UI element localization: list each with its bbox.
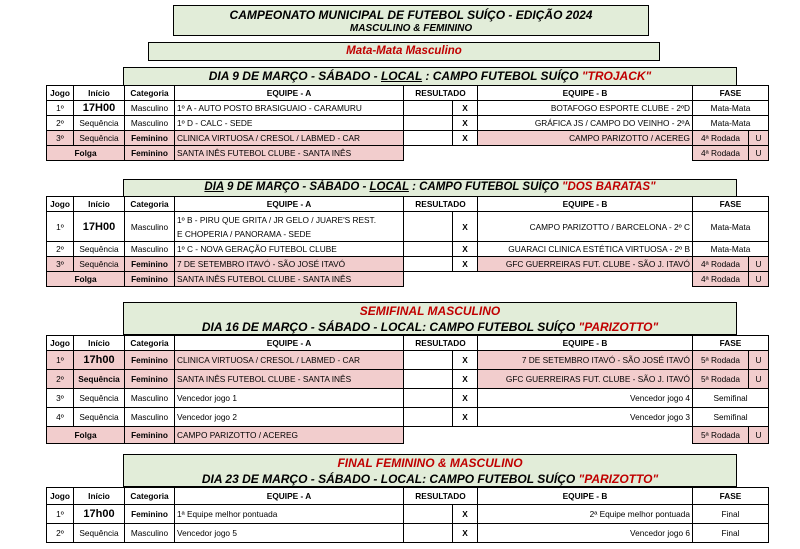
- score-a-cell: [404, 116, 453, 131]
- section4-table: [46, 487, 769, 543]
- inicio-cell: Sequência: [74, 257, 125, 272]
- inicio-cell: Sequência: [74, 408, 125, 427]
- col-resultado: RESULTADO: [404, 197, 478, 212]
- col-equipe-b: EQUIPE - B: [478, 336, 693, 351]
- s4-phase-title: FINAL FEMININO & MASCULINO: [337, 456, 523, 470]
- s3-head-place: "PARIZOTTO": [578, 320, 659, 334]
- table-row: [47, 370, 769, 389]
- table-row: [47, 505, 769, 524]
- jogo-cell: 1º: [47, 212, 74, 242]
- categoria-cell: Feminino: [125, 257, 175, 272]
- x-mark: X: [453, 257, 478, 272]
- folga-team-cell: SANTA INÊS FUTEBOL CLUBE - SANTA INÊS: [175, 146, 404, 161]
- score-a-cell: [404, 242, 453, 257]
- col-equipe-b: EQUIPE - B: [478, 86, 693, 101]
- fase-cell: 5ª Rodada: [693, 427, 749, 444]
- fase-cell: 4ª Rodada: [693, 146, 749, 161]
- table-row: [47, 116, 769, 131]
- col-equipe-b: EQUIPE - B: [478, 197, 693, 212]
- categoria-cell: Masculino: [125, 101, 175, 116]
- s2-head-dia: DIA: [204, 181, 224, 193]
- x-mark: X: [453, 370, 478, 389]
- fase-cell: Semifinal: [693, 389, 769, 408]
- score-a-cell: [404, 212, 453, 242]
- jogo-cell: 1º: [47, 505, 74, 524]
- table-row: [47, 242, 769, 257]
- equipe-b-cell: GRÁFICA JS / CAMPO DO VEINHO - 2ºA: [478, 116, 693, 131]
- x-mark: X: [453, 212, 478, 242]
- table-header-row: [47, 488, 769, 505]
- s4-head-place: "PARIZOTTO": [578, 472, 659, 486]
- jogo-cell: 3º: [47, 389, 74, 408]
- col-resultado: RESULTADO: [404, 86, 478, 101]
- x-mark: X: [453, 242, 478, 257]
- equipe-a-cell: Vencedor jogo 1: [175, 389, 404, 408]
- col-categoria: Categoria: [125, 488, 175, 505]
- x-mark: X: [453, 408, 478, 427]
- equipe-a-line2: E CHOPERIA / PANORAMA - SEDE: [177, 228, 312, 239]
- table-row: [47, 131, 769, 146]
- folga-team-cell: SANTA INÊS FUTEBOL CLUBE - SANTA INÊS: [175, 272, 404, 287]
- inicio-cell: Sequência: [74, 131, 125, 146]
- categoria-cell: Masculino: [125, 524, 175, 543]
- col-jogo: Jogo: [47, 197, 74, 212]
- categoria-cell: Masculino: [125, 408, 175, 427]
- jogo-cell: 1º: [47, 351, 74, 370]
- table-header-row: [47, 86, 769, 101]
- s2-head-place: "DOS BARATAS": [562, 181, 656, 193]
- championship-title: [173, 5, 649, 36]
- fase-cell: 4ª Rodada: [693, 257, 749, 272]
- s1-head-date: DIA 9 DE MARÇO - SÁBADO -: [208, 69, 381, 83]
- s3-head-text: DIA 16 DE MARÇO - SÁBADO - LOCAL: CAMPO FUTEBOL SUÍÇO: [201, 320, 579, 334]
- categoria-cell: Feminino: [125, 370, 175, 389]
- folga-label: Folga: [47, 427, 125, 444]
- fase-cell: 5ª Rodada: [693, 351, 749, 370]
- group-cell: U: [749, 370, 769, 389]
- x-mark: X: [453, 389, 478, 408]
- equipe-a-cell: SANTA INÊS FUTEBOL CLUBE - SANTA INÊS: [175, 370, 404, 389]
- equipe-b-cell: GFC GUERREIRAS FUT. CLUBE - SÃO J. ITAVÓ: [478, 370, 693, 389]
- folga-row: [47, 272, 769, 287]
- table-row: [47, 257, 769, 272]
- fase-cell: Semifinal: [693, 408, 769, 427]
- col-inicio: Início: [74, 336, 125, 351]
- equipe-b-cell: GFC GUERREIRAS FUT. CLUBE - SÃO J. ITAVÓ: [478, 257, 693, 272]
- categoria-cell: Feminino: [125, 351, 175, 370]
- equipe-a-cell: 7 DE SETEMBRO ITAVÓ - SÃO JOSÉ ITAVÓ: [175, 257, 404, 272]
- score-a-cell: [404, 351, 453, 370]
- section4-header: [123, 454, 737, 487]
- equipe-b-cell: GUARACI CLINICA ESTÉTICA VIRTUOSA - 2º B: [478, 242, 693, 257]
- section3-table: [46, 335, 769, 444]
- col-categoria: Categoria: [125, 336, 175, 351]
- score-a-cell: [404, 389, 453, 408]
- categoria-cell: Feminino: [125, 505, 175, 524]
- inicio-cell: 17H00: [74, 101, 125, 116]
- categoria-cell: Masculino: [125, 212, 175, 242]
- championship-title-line1: CAMPEONATO MUNICIPAL DE FUTEBOL SUÍÇO - EDIÇÃO 2024: [229, 8, 593, 22]
- x-mark: X: [453, 131, 478, 146]
- equipe-a-cell: 1º A - AUTO POSTO BRASIGUAIO - CARAMURU: [175, 101, 404, 116]
- jogo-cell: 2º: [47, 370, 74, 389]
- section2-table: [46, 196, 769, 287]
- section2-header: [123, 179, 737, 197]
- x-mark: X: [453, 116, 478, 131]
- equipe-a-cell: [175, 212, 404, 242]
- equipe-b-cell: BOTAFOGO ESPORTE CLUBE - 2ºD: [478, 101, 693, 116]
- equipe-b-cell: Vencedor jogo 3: [478, 408, 693, 427]
- section1-table: [46, 85, 769, 161]
- score-a-cell: [404, 408, 453, 427]
- group-cell: U: [749, 272, 769, 287]
- equipe-a-line1: 1º B - PIRU QUE GRITA / JR GELO / JUARE'S REST.: [177, 214, 377, 225]
- folga-row: [47, 146, 769, 161]
- x-mark: X: [453, 101, 478, 116]
- phase-title-mata-mata: Mata-Mata Masculino: [148, 42, 660, 61]
- jogo-cell: 2º: [47, 524, 74, 543]
- fase-cell: Final: [693, 524, 769, 543]
- categoria-cell: Feminino: [125, 427, 175, 444]
- col-inicio: Início: [74, 197, 125, 212]
- group-cell: U: [749, 146, 769, 161]
- jogo-cell: 1º: [47, 101, 74, 116]
- x-mark: X: [453, 524, 478, 543]
- folga-label: Folga: [47, 272, 125, 287]
- score-a-cell: [404, 101, 453, 116]
- table-header-row: [47, 197, 769, 212]
- table-row: [47, 389, 769, 408]
- col-inicio: Início: [74, 86, 125, 101]
- col-resultado: RESULTADO: [404, 488, 478, 505]
- jogo-cell: 4º: [47, 408, 74, 427]
- fase-cell: 4ª Rodada: [693, 272, 749, 287]
- inicio-cell: 17h00: [74, 351, 125, 370]
- fase-cell: Mata-Mata: [693, 101, 769, 116]
- jogo-cell: 3º: [47, 131, 74, 146]
- col-resultado: RESULTADO: [404, 336, 478, 351]
- equipe-a-cell: 1º D - CALC - SEDE: [175, 116, 404, 131]
- inicio-cell: Sequência: [74, 116, 125, 131]
- equipe-a-cell: CLINICA VIRTUOSA / CRESOL / LABMED - CAR: [175, 131, 404, 146]
- score-a-cell: [404, 131, 453, 146]
- jogo-cell: 2º: [47, 242, 74, 257]
- s3-phase-title: SEMIFINAL MASCULINO: [359, 304, 501, 318]
- jogo-cell: 2º: [47, 116, 74, 131]
- table-header-row: [47, 336, 769, 351]
- col-categoria: Categoria: [125, 86, 175, 101]
- s1-head-local: LOCAL: [380, 69, 423, 83]
- categoria-cell: Masculino: [125, 116, 175, 131]
- inicio-cell: Sequência: [74, 370, 125, 389]
- s1-head-venue: : CAMPO FUTEBOL SUÍÇO: [422, 69, 582, 83]
- col-equipe-a: EQUIPE - A: [175, 197, 404, 212]
- col-equipe-a: EQUIPE - A: [175, 336, 404, 351]
- fase-cell: 4ª Rodada: [693, 131, 749, 146]
- x-mark: X: [453, 505, 478, 524]
- col-inicio: Início: [74, 488, 125, 505]
- s4-head-text: DIA 23 DE MARÇO - SÁBADO - LOCAL: CAMPO FUTEBOL SUÍÇO: [201, 472, 579, 486]
- equipe-b-cell: 7 DE SETEMBRO ITAVÓ - SÃO JOSÉ ITAVÓ: [478, 351, 693, 370]
- table-row: [47, 101, 769, 116]
- equipe-a-cell: 1ª Equipe melhor pontuada: [175, 505, 404, 524]
- equipe-a-cell: CLINICA VIRTUOSA / CRESOL / LABMED - CAR: [175, 351, 404, 370]
- fase-cell: 5ª Rodada: [693, 370, 749, 389]
- col-fase: FASE: [693, 86, 769, 101]
- table-row: [47, 351, 769, 370]
- table-row: [47, 408, 769, 427]
- s2-head-local: LOCAL: [369, 181, 409, 193]
- group-cell: U: [749, 257, 769, 272]
- categoria-cell: Feminino: [125, 146, 175, 161]
- inicio-cell: Sequência: [74, 389, 125, 408]
- col-fase: FASE: [693, 488, 769, 505]
- championship-title-line2: MASCULINO & FEMININO: [349, 23, 473, 34]
- s2-head-venue: : CAMPO FUTEBOL SUÍÇO: [408, 181, 563, 193]
- col-jogo: Jogo: [47, 488, 74, 505]
- inicio-cell: 17h00: [74, 505, 125, 524]
- col-fase: FASE: [693, 197, 769, 212]
- x-mark: X: [453, 351, 478, 370]
- fase-cell: Final: [693, 505, 769, 524]
- s1-head-place: "TROJACK": [581, 69, 652, 83]
- inicio-cell: 17H00: [74, 212, 125, 242]
- inicio-cell: Sequência: [74, 524, 125, 543]
- equipe-b-cell: 2ª Equipe melhor pontuada: [478, 505, 693, 524]
- equipe-a-cell: Vencedor jogo 2: [175, 408, 404, 427]
- col-equipe-b: EQUIPE - B: [478, 488, 693, 505]
- col-categoria: Categoria: [125, 197, 175, 212]
- jogo-cell: 3º: [47, 257, 74, 272]
- group-cell: U: [749, 131, 769, 146]
- inicio-cell: Sequência: [74, 242, 125, 257]
- folga-row: [47, 427, 769, 444]
- group-cell: U: [749, 351, 769, 370]
- equipe-b-cell: Vencedor jogo 6: [478, 524, 693, 543]
- fase-cell: Mata-Mata: [693, 116, 769, 131]
- s2-head-date: 9 DE MARÇO - SÁBADO -: [223, 181, 370, 193]
- categoria-cell: Feminino: [125, 131, 175, 146]
- equipe-b-cell: Vencedor jogo 4: [478, 389, 693, 408]
- section1-header: [123, 67, 737, 86]
- equipe-b-cell: CAMPO PARIZOTTO / BARCELONA - 2º C: [478, 212, 693, 242]
- equipe-a-cell: Vencedor jogo 5: [175, 524, 404, 543]
- table-row: [47, 212, 769, 242]
- fase-cell: Mata-Mata: [693, 242, 769, 257]
- score-a-cell: [404, 257, 453, 272]
- fase-cell: Mata-Mata: [693, 212, 769, 242]
- categoria-cell: Feminino: [125, 272, 175, 287]
- col-equipe-a: EQUIPE - A: [175, 488, 404, 505]
- categoria-cell: Masculino: [125, 242, 175, 257]
- folga-label: Folga: [47, 146, 125, 161]
- table-row: [47, 524, 769, 543]
- score-a-cell: [404, 505, 453, 524]
- categoria-cell: Masculino: [125, 389, 175, 408]
- section3-header: [123, 302, 737, 335]
- folga-team-cell: CAMPO PARIZOTTO / ACEREG: [175, 427, 404, 444]
- col-jogo: Jogo: [47, 86, 74, 101]
- equipe-b-cell: CAMPO PARIZOTTO / ACEREG: [478, 131, 693, 146]
- col-jogo: Jogo: [47, 336, 74, 351]
- group-cell: U: [749, 427, 769, 444]
- score-a-cell: [404, 370, 453, 389]
- score-a-cell: [404, 524, 453, 543]
- col-fase: FASE: [693, 336, 769, 351]
- col-equipe-a: EQUIPE - A: [175, 86, 404, 101]
- equipe-a-cell: 1º C - NOVA GERAÇÃO FUTEBOL CLUBE: [175, 242, 404, 257]
